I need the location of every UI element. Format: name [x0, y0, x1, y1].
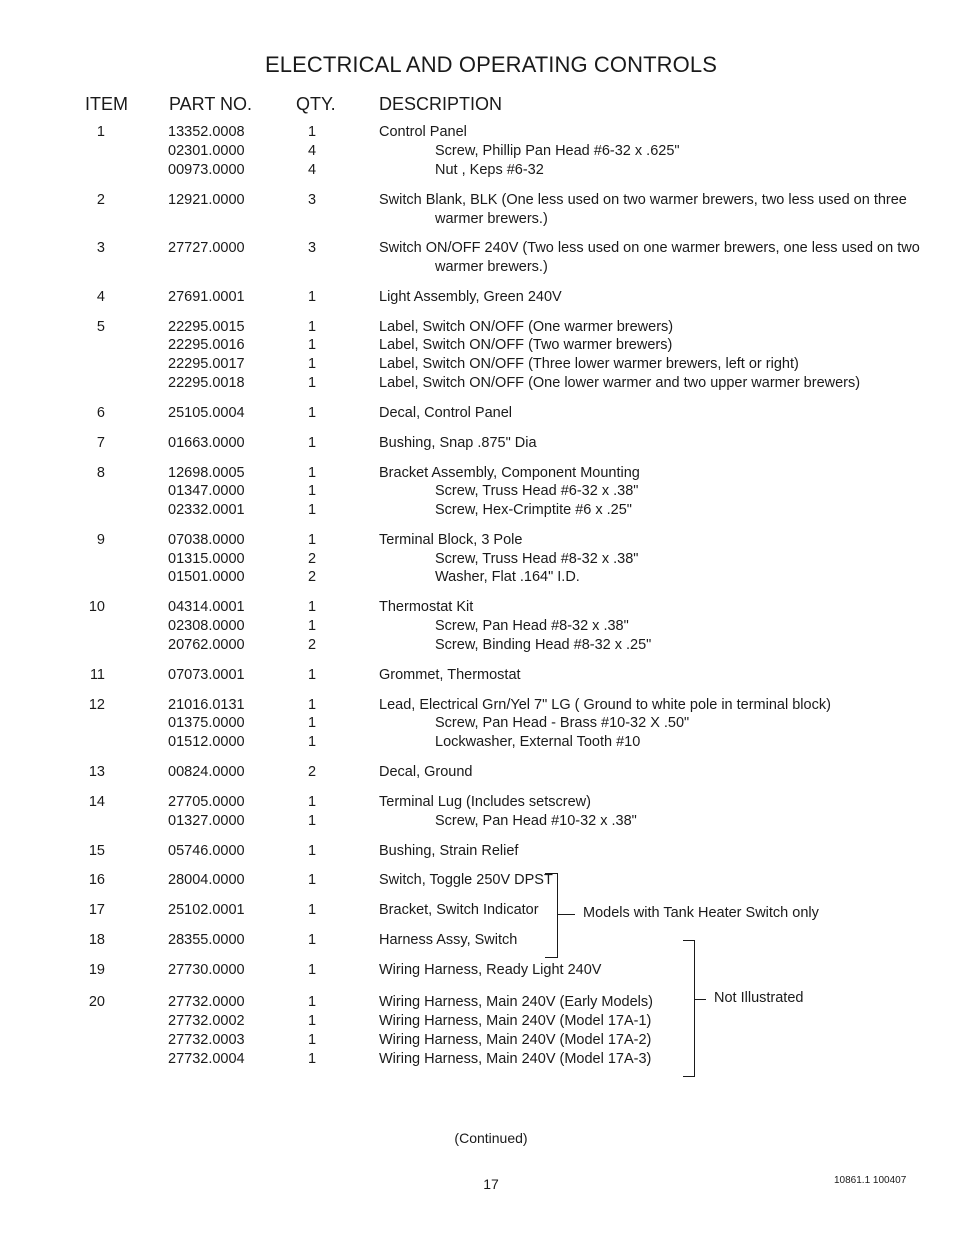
row-part-number: 27732.0004: [168, 1051, 245, 1067]
row-description: Control Panel: [379, 124, 467, 140]
row-description: Screw, Pan Head - Brass #10-32 X .50": [435, 715, 690, 731]
row-description: Screw, Binding Head #8-32 x .25": [435, 637, 652, 653]
row-part-number: 05746.0000: [168, 843, 245, 859]
row-description: warmer brewers.): [435, 211, 548, 227]
row-description: Nut , Keps #6-32: [435, 162, 544, 178]
row-part-number: 01347.0000: [168, 483, 245, 499]
row-item-number: 19: [88, 962, 105, 978]
row-item-number: 8: [96, 465, 105, 481]
row-part-number: 01375.0000: [168, 715, 245, 731]
row-quantity: 2: [307, 637, 317, 653]
note-tank-heater: Models with Tank Heater Switch only: [583, 905, 819, 921]
page-title: ELECTRICAL AND OPERATING CONTROLS: [265, 52, 717, 77]
row-description: Light Assembly, Green 240V: [379, 289, 562, 305]
row-description: Screw, Pan Head #8-32 x .38": [435, 618, 629, 634]
row-description: Switch Blank, BLK (One less used on two warmer brewers, two less used on three: [379, 192, 907, 208]
row-part-number: 27732.0003: [168, 1032, 245, 1048]
row-description: Bracket Assembly, Component Mounting: [379, 465, 640, 481]
row-quantity: 3: [307, 240, 317, 256]
row-part-number: 01663.0000: [168, 435, 245, 451]
row-item-number: 20: [88, 994, 105, 1010]
row-item-number: 2: [96, 192, 105, 208]
row-part-number: 04314.0001: [168, 599, 245, 615]
row-item-number: 9: [96, 532, 105, 548]
row-description: Wiring Harness, Main 240V (Model 17A-3): [379, 1051, 652, 1067]
row-description: Bushing, Snap .875" Dia: [379, 435, 537, 451]
row-quantity: 1: [307, 289, 317, 305]
row-quantity: 1: [307, 813, 317, 829]
row-item-number: 4: [96, 289, 105, 305]
row-description: Screw, Truss Head #6-32 x .38": [435, 483, 639, 499]
row-item-number: 17: [88, 902, 105, 918]
row-description: Bushing, Strain Relief: [379, 843, 519, 859]
row-description: Wiring Harness, Main 240V (Model 17A-1): [379, 1013, 652, 1029]
bracket-tank-heater-stem: [557, 914, 575, 915]
row-quantity: 1: [307, 667, 317, 683]
row-part-number: 27727.0000: [168, 240, 245, 256]
header-qty: QTY.: [296, 94, 336, 114]
row-description: Switch ON/OFF 240V (Two less used on one warmer brewers, one less used on two: [379, 240, 920, 256]
row-quantity: 4: [307, 143, 317, 159]
row-item-number: 16: [88, 872, 105, 888]
note-not-illustrated: Not Illustrated: [714, 990, 804, 1006]
row-part-number: 22295.0016: [168, 337, 245, 353]
row-item-number: 18: [88, 932, 105, 948]
row-description: Label, Switch ON/OFF (Two warmer brewers): [379, 337, 673, 353]
row-quantity: 1: [307, 599, 317, 615]
row-quantity: 1: [307, 532, 317, 548]
bracket-not-illustrated-stem: [694, 999, 706, 1000]
row-description: Switch, Toggle 250V DPST: [379, 872, 553, 888]
row-quantity: 1: [307, 932, 317, 948]
row-description: Decal, Control Panel: [379, 405, 512, 421]
row-quantity: 3: [307, 192, 317, 208]
page-number: 17: [483, 1176, 499, 1192]
row-part-number: 12698.0005: [168, 465, 245, 481]
row-description: Screw, Truss Head #8-32 x .38": [435, 551, 639, 567]
bracket-not-illustrated: [683, 940, 695, 1077]
header-part-no: PART NO.: [169, 94, 253, 114]
row-quantity: 1: [307, 483, 317, 499]
row-item-number: 11: [89, 667, 105, 683]
row-part-number: 27732.0000: [168, 994, 245, 1010]
row-description: Bracket, Switch Indicator: [379, 902, 539, 918]
row-item-number: 1: [96, 124, 105, 140]
row-description: Wiring Harness, Main 240V (Early Models): [379, 994, 653, 1010]
continued-label: (Continued): [454, 1130, 528, 1146]
row-part-number: 22295.0017: [168, 356, 245, 372]
row-quantity: 1: [307, 994, 317, 1010]
row-item-number: 13: [88, 764, 105, 780]
row-description: Terminal Lug (Includes setscrew): [379, 794, 591, 810]
row-quantity: 1: [307, 843, 317, 859]
row-part-number: 01501.0000: [168, 569, 245, 585]
row-quantity: 1: [307, 734, 317, 750]
row-quantity: 1: [307, 375, 317, 391]
row-description: Decal, Ground: [379, 764, 473, 780]
bracket-tank-heater: [545, 873, 558, 958]
row-quantity: 1: [307, 962, 317, 978]
row-item-number: 12: [88, 697, 105, 713]
row-quantity: 1: [307, 697, 317, 713]
row-quantity: 2: [307, 764, 317, 780]
row-part-number: 12921.0000: [168, 192, 245, 208]
row-part-number: 25105.0004: [168, 405, 245, 421]
row-quantity: 1: [307, 902, 317, 918]
row-part-number: 27705.0000: [168, 794, 245, 810]
row-part-number: 22295.0015: [168, 319, 245, 335]
row-part-number: 02308.0000: [168, 618, 245, 634]
row-item-number: 14: [88, 794, 105, 810]
row-part-number: 00973.0000: [168, 162, 245, 178]
row-description: Label, Switch ON/OFF (One warmer brewers): [379, 319, 674, 335]
row-description: Lead, Electrical Grn/Yel 7" LG ( Ground to white pole in terminal block): [379, 697, 831, 713]
row-quantity: 1: [307, 872, 317, 888]
row-description: Label, Switch ON/OFF (One lower warmer and two upper warmer brewers): [379, 375, 861, 391]
row-description: Washer, Flat .164" I.D.: [435, 569, 580, 585]
row-description: Screw, Phillip Pan Head #6-32 x .625": [435, 143, 680, 159]
row-description: Grommet, Thermostat: [379, 667, 521, 683]
row-part-number: 01327.0000: [168, 813, 245, 829]
row-description: Terminal Block, 3 Pole: [379, 532, 523, 548]
row-item-number: 7: [96, 435, 105, 451]
row-quantity: 1: [307, 794, 317, 810]
row-quantity: 2: [307, 569, 317, 585]
row-part-number: 01315.0000: [168, 551, 245, 567]
row-part-number: 20762.0000: [168, 637, 245, 653]
row-item-number: 5: [96, 319, 105, 335]
row-quantity: 1: [307, 405, 317, 421]
row-part-number: 07038.0000: [168, 532, 245, 548]
row-quantity: 2: [307, 551, 317, 567]
row-quantity: 1: [307, 715, 317, 731]
row-item-number: 10: [88, 599, 105, 615]
header-item: ITEM: [85, 94, 128, 114]
row-item-number: 15: [88, 843, 105, 859]
row-part-number: 00824.0000: [168, 764, 245, 780]
row-description: Wiring Harness, Ready Light 240V: [379, 962, 602, 978]
row-quantity: 1: [307, 1051, 317, 1067]
row-quantity: 1: [307, 337, 317, 353]
row-part-number: 27730.0000: [168, 962, 245, 978]
row-description: Label, Switch ON/OFF (Three lower warmer brewers, left or right): [379, 356, 799, 372]
row-description: Lockwasher, External Tooth #10: [435, 734, 641, 750]
row-part-number: 02332.0001: [168, 502, 245, 518]
row-part-number: 21016.0131: [168, 697, 245, 713]
row-part-number: 01512.0000: [168, 734, 245, 750]
row-description: Wiring Harness, Main 240V (Model 17A-2): [379, 1032, 652, 1048]
row-part-number: 27691.0001: [168, 289, 245, 305]
row-quantity: 1: [307, 502, 317, 518]
row-part-number: 22295.0018: [168, 375, 245, 391]
row-part-number: 25102.0001: [168, 902, 245, 918]
row-quantity: 1: [307, 435, 317, 451]
row-description: Screw, Pan Head #10-32 x .38": [435, 813, 637, 829]
row-part-number: 28355.0000: [168, 932, 245, 948]
row-quantity: 4: [307, 162, 317, 178]
row-quantity: 1: [307, 1013, 317, 1029]
row-description: warmer brewers.): [435, 259, 548, 275]
row-quantity: 1: [307, 1032, 317, 1048]
row-part-number: 02301.0000: [168, 143, 245, 159]
header-description: DESCRIPTION: [379, 94, 503, 114]
row-part-number: 07073.0001: [168, 667, 245, 683]
row-quantity: 1: [307, 618, 317, 634]
row-quantity: 1: [307, 319, 317, 335]
row-item-number: 6: [96, 405, 105, 421]
row-part-number: 27732.0002: [168, 1013, 245, 1029]
row-quantity: 1: [307, 356, 317, 372]
row-item-number: 3: [96, 240, 105, 256]
row-description: Harness Assy, Switch: [379, 932, 518, 948]
row-part-number: 13352.0008: [168, 124, 245, 140]
row-quantity: 1: [307, 124, 317, 140]
row-quantity: 1: [307, 465, 317, 481]
row-part-number: 28004.0000: [168, 872, 245, 888]
document-code: 10861.1 100407: [834, 1175, 907, 1186]
row-description: Thermostat Kit: [379, 599, 474, 615]
row-description: Screw, Hex-Crimptite #6 x .25": [435, 502, 632, 518]
